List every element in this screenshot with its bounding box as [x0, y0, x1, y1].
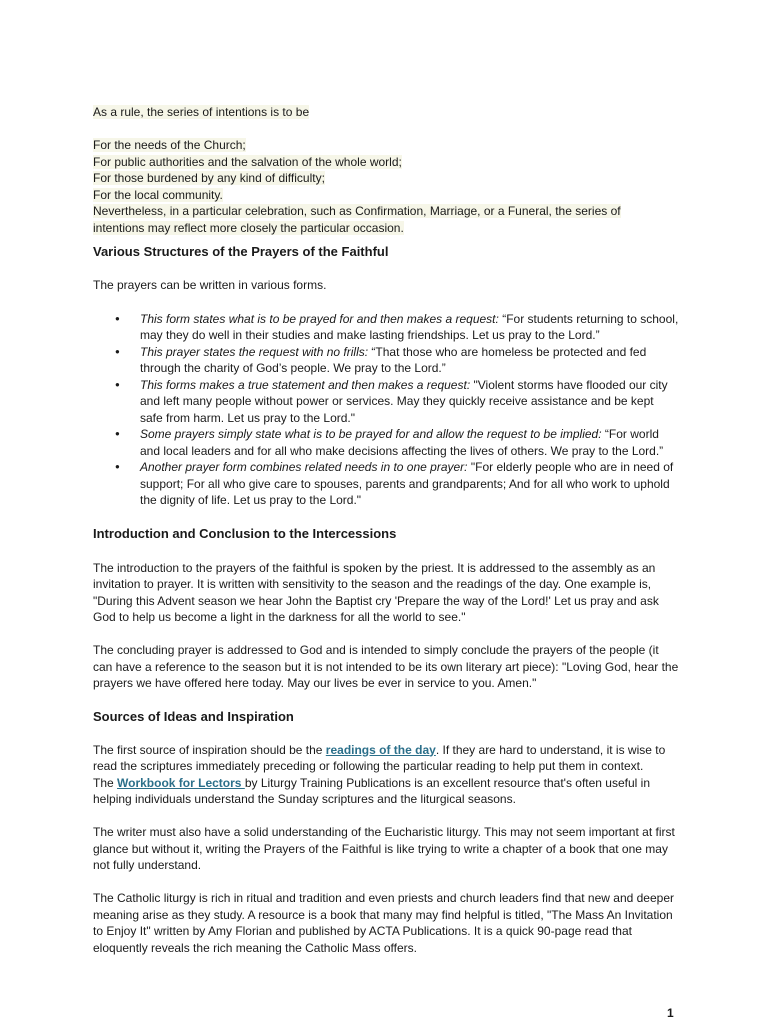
- page-number: 1: [667, 1006, 674, 1020]
- intro-note-text: Nevertheless, in a particular celebration, such as Confirmation, Marriage, or a Funeral, the series of intentions may reflect more closely the particular occasion.: [93, 204, 621, 235]
- form-example: “For students returning to school, may they do well in their studies and make lasting friendships. Let us pray to the Lord.”: [140, 311, 679, 342]
- workbook-for-lectors-link[interactable]: Workbook for Lectors: [117, 775, 245, 790]
- form-description: Another prayer form combines related needs in to one prayer:: [140, 460, 468, 474]
- intro-item: For those burdened by any kind of difficulty;: [93, 171, 325, 185]
- form-example: “That those who are homeless be protected and fed through the charity of God’s people. We pray to the Lord.”: [140, 344, 647, 375]
- intro-note: [93, 203, 643, 236]
- conclusion-paragraph: The concluding prayer is addressed to God and is intended to simply conclude the prayers of the people (it can have a reference to the season but it is not intended to be its own literary art piece): "Loving God, hear the prayers we have offered here today. May our lives be ever in service to you. Amen.": [93, 643, 679, 690]
- document-page: [93, 104, 679, 956]
- form-example: "Violent storms have flooded our city and left many people without power or services. May they quickly receive assistance and be kept safe from harm. Let us pray to the Lord.": [140, 377, 668, 425]
- form-description: This form states what is to be prayed for and then makes a request:: [140, 311, 499, 326]
- intro-paragraph: The introduction to the prayers of the faithful is spoken by the priest. It is addressed to the assembly as an invitation to prayer. It is written with sensitivity to the season and the readings of the day. One example is, "During this Advent season we hear John the Baptist cry 'Prepare the way of the Lord!' Let us pray and ask God to help us become a light in the darkness for all the world to see.": [93, 560, 659, 624]
- section-heading-sources: Sources of Ideas and Inspiration: [93, 708, 294, 724]
- form-example: "For elderly people who are in need of support; For all who give care to spouses, parents and grandparents; And for all who work to uphold the dignity of life. Let us pray to the Lord.": [140, 460, 674, 507]
- readings-of-the-day-link[interactable]: readings of the day: [325, 742, 436, 757]
- intro-lead: [93, 104, 679, 121]
- section1-lead: The prayers can be written in various forms.: [93, 278, 327, 292]
- form-description: This forms makes a true statement and then makes a request:: [140, 377, 471, 392]
- intro-item: For the needs of the Church;: [93, 138, 246, 152]
- sources-text: The first source of inspiration should be the: [93, 742, 326, 757]
- intro-list: [93, 137, 679, 203]
- workbook-paragraph: [93, 775, 679, 808]
- intro-item: For the local community.: [93, 187, 223, 202]
- liturgy-paragraph: The writer must also have a solid understanding of the Eucharistic liturgy. This may not seem important at first glance but without it, writing the Prayers of the Faithful is like trying to write a chapter of a book that one may not fully understand.: [93, 825, 675, 872]
- workbook-text: by Liturgy Training Publications is an excellent resource that's often useful in helping individuals understand the Sunday scriptures and the liturgical seasons.: [93, 775, 650, 806]
- workbook-text: The: [93, 775, 118, 790]
- intro-item: For public authorities and the salvation of the whole world;: [93, 154, 402, 169]
- resource-paragraph: The Catholic liturgy is rich in ritual and tradition and even priests and church leaders find that new and deeper meaning arise as they study. A resource is a book that many may find helpful is titled, "The Mass An Invitation to Enjoy It" written by Amy Florian and published by ACTA Publications. It is a quick 90-page read that eloquently reveals the rich meaning the Catholic Mass offers.: [93, 891, 674, 955]
- sources-paragraph: [93, 742, 679, 775]
- form-description: Some prayers simply state what is to be prayed for and allow the request to be implied:: [140, 427, 602, 441]
- list-item: [93, 344, 679, 377]
- list-item: [93, 459, 679, 509]
- list-item: [93, 377, 679, 427]
- list-item: [93, 311, 679, 344]
- section-heading-structures: Various Structures of the Prayers of the Faithful: [93, 244, 389, 259]
- section-heading-intercessions: Introduction and Conclusion to the Intercessions: [93, 525, 397, 541]
- prayer-forms-list: [93, 311, 679, 509]
- sources-text: . If they are hard to understand, it is wise to read the scriptures immediately preceding or following the particular reading to help put them in context.: [93, 742, 666, 773]
- intro-lead-text: As a rule, the series of intentions is to be: [93, 105, 310, 119]
- form-description: This prayer states the request with no frills:: [140, 344, 369, 359]
- list-item: [93, 426, 679, 459]
- form-example: “For world and local leaders and for all who make decisions affecting the lives of others. We pray to the Lord.”: [140, 427, 664, 458]
